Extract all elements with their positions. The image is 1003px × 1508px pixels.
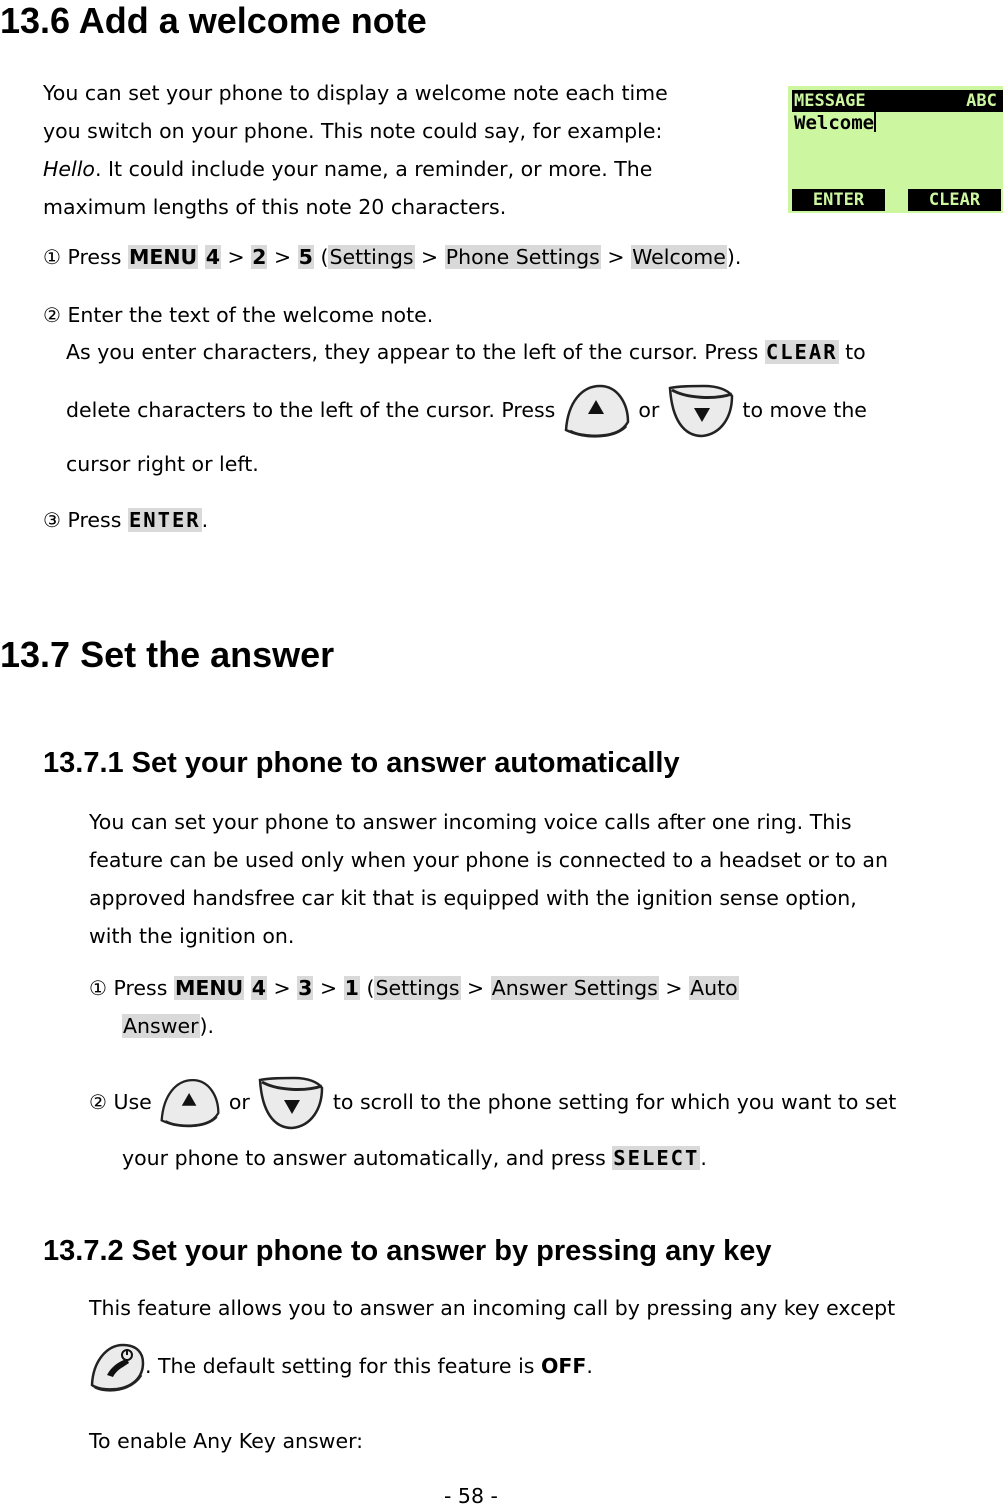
nav-up-icon [158, 1074, 222, 1132]
step-number: ② [89, 1090, 107, 1114]
section-title-13-6: 13.6 Add a welcome note [0, 0, 427, 41]
separator: > [414, 245, 445, 269]
step-2-l2a: delete characters to the left of the cursor. Press [66, 398, 562, 422]
auto-answer-paragraph [89, 803, 999, 955]
menu-key: MENU [128, 245, 198, 269]
digit-key-4: 4 [251, 976, 266, 1000]
digit-key-1: 1 [344, 976, 359, 1000]
separator: > [267, 245, 298, 269]
screen-header-right: ABC [960, 90, 1003, 112]
separator: > [600, 245, 632, 269]
softkey-enter: ENTER [792, 189, 885, 211]
nav-up-icon [562, 382, 632, 440]
softkey-clear: CLEAR [908, 189, 1001, 211]
enter-softkey-label: ENTER [128, 508, 201, 532]
step-2-l2b: to move the [742, 398, 867, 422]
intro-line-2: you switch on your phone. This note could say, for example: [43, 119, 663, 143]
use-text: Use [106, 1090, 159, 1114]
intro-line-3-rest: . It could include your name, a reminder, or more. The [94, 157, 653, 181]
menu-auto: Auto [690, 976, 738, 1000]
digit-key-3: 3 [298, 976, 313, 1000]
step-2-line-2 [66, 380, 867, 440]
nav-down-icon [256, 1074, 326, 1132]
para-line-3: approved handsfree car kit that is equipped with the ignition sense option, [89, 886, 857, 910]
step-1-menu-path: ① Press MENU 4 > 2 > 5 (Settings > Phone Settings > Welcome). [43, 245, 742, 269]
intro-line-1: You can set your phone to display a welcome note each time [43, 81, 668, 105]
digit-key-2: 2 [252, 245, 267, 269]
para-line-4: with the ignition on. [89, 924, 295, 948]
page-number: - 58 - [444, 1484, 498, 1508]
menu-answer-settings: Answer Settings [491, 976, 658, 1000]
step-number: ③ [43, 508, 61, 532]
digit-key-5: 5 [298, 245, 313, 269]
digit-key-4: 4 [205, 245, 220, 269]
separator: > [266, 976, 298, 1000]
separator: > [220, 245, 252, 269]
section-title-13-7: 13.7 Set the answer [0, 634, 335, 675]
press-text: Press [106, 976, 174, 1000]
clear-softkey-label: CLEAR [765, 340, 838, 364]
menu-settings: Settings [329, 245, 414, 269]
any-key-line-1: This feature allows you to answer an incoming call by pressing any key except [89, 1296, 896, 1320]
para-line-1: You can set your phone to answer incoming voice calls after one ring. This [89, 810, 852, 834]
or-text: or [228, 1090, 257, 1114]
menu-welcome: Welcome [632, 245, 726, 269]
press-text: Press [60, 245, 128, 269]
to-text: to [838, 340, 866, 364]
step-3: ③ Press ENTER. [43, 508, 209, 532]
menu-phone-settings: Phone Settings [445, 245, 600, 269]
menu-settings: Settings [375, 976, 460, 1000]
step-2-heading [43, 303, 433, 327]
subsection-title-13-7-1: 13.7.1 Set your phone to answer automatically [43, 747, 680, 779]
menu-key: MENU [174, 976, 244, 1000]
end-call-key-icon [89, 1341, 145, 1393]
default-setting-text: . The default setting for this feature is [145, 1354, 541, 1378]
or-text: or [638, 398, 666, 422]
off-value: OFF [540, 1354, 587, 1378]
subsection-title-13-7-2: 13.7.2 Set your phone to answer by pressing any key [43, 1235, 772, 1267]
step-number: ① [89, 976, 107, 1000]
step-2-l2: your phone to answer automatically, and press [122, 1146, 613, 1170]
separator: > [313, 976, 344, 1000]
screen-header-left: MESSAGE [792, 90, 960, 112]
step-number: ② [43, 303, 61, 327]
intro-line-3 [43, 150, 773, 188]
intro-line-4: maximum lengths of this note 20 characters. [43, 195, 507, 219]
phone-screen-illustration [788, 86, 1003, 213]
auto-answer-step-2-cont: your phone to answer automatically, and press SELECT. [122, 1146, 707, 1170]
step-2-line-3: cursor right or left. [66, 452, 259, 476]
nav-down-icon [666, 382, 736, 440]
auto-answer-step-2 [89, 1072, 896, 1132]
step-2-text: Enter the text of the welcome note. [60, 303, 434, 327]
any-key-line-2: . The default setting for this feature is OFF. [89, 1338, 593, 1394]
any-key-line-3: To enable Any Key answer: [89, 1429, 364, 1453]
separator: > [460, 976, 491, 1000]
para-line-2: feature can be used only when your phone is connected to a headset or to an [89, 848, 888, 872]
press-text: Press [60, 508, 128, 532]
auto-answer-step-1: ① Press MENU 4 > 3 > 1 (Settings > Answer Settings > Auto [89, 976, 738, 1000]
screen-text-value: Welcome [794, 112, 875, 134]
step-2-l1: As you enter characters, they appear to the left of the cursor. Press [66, 340, 765, 364]
step-2-rest: to scroll to the phone setting for which you want to set [332, 1090, 897, 1114]
step-number: ① [43, 245, 61, 269]
menu-answer: Answer [123, 1014, 199, 1038]
select-softkey-label: SELECT [613, 1146, 700, 1170]
auto-answer-step-1-cont: Answer). [123, 1014, 215, 1038]
cursor [874, 112, 876, 132]
intro-paragraph [43, 74, 773, 226]
separator: > [658, 976, 690, 1000]
screen-text [794, 112, 876, 134]
example-hello: Hello [43, 157, 95, 181]
step-2-line-1 [66, 340, 866, 364]
